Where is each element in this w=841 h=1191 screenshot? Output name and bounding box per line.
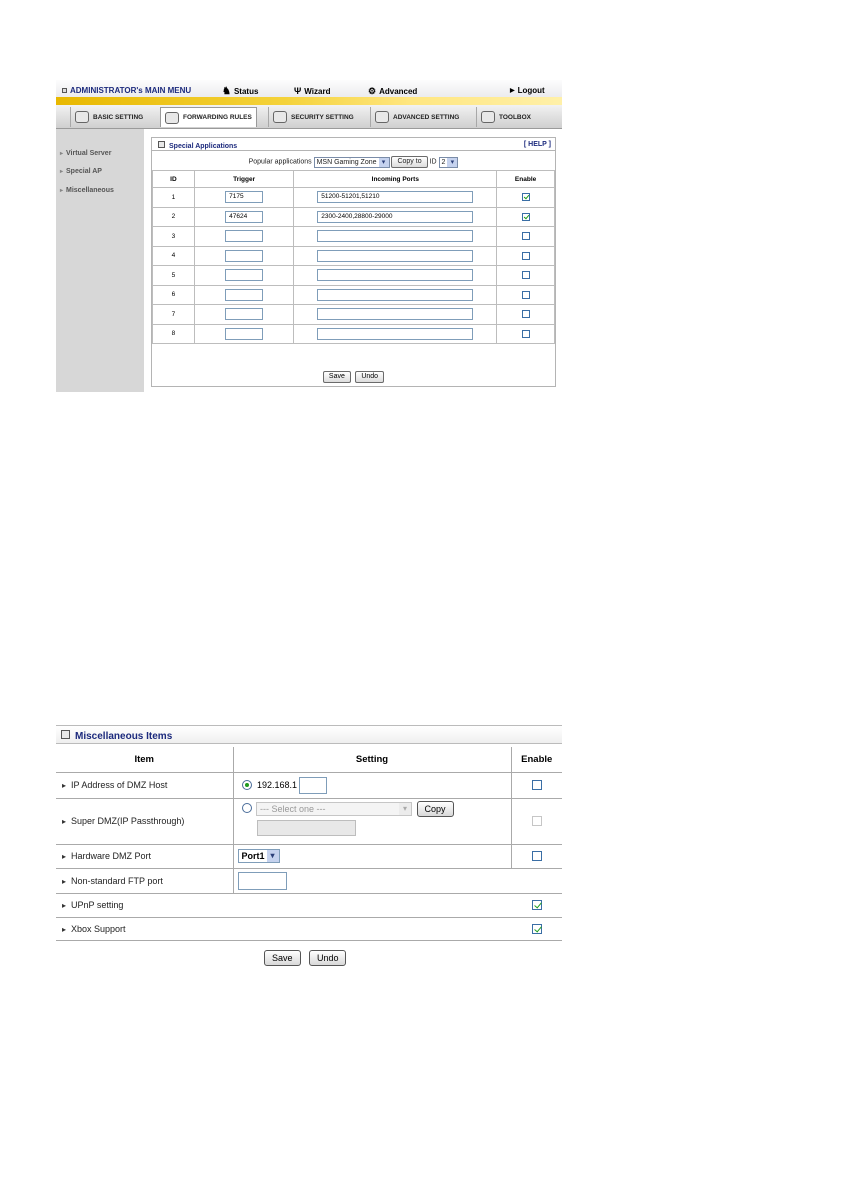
undo-button[interactable]: Undo (355, 371, 384, 383)
panel2-button-row (264, 949, 346, 967)
row-enable-cell (497, 324, 555, 344)
sidebar (56, 129, 144, 392)
row-trigger-cell (194, 207, 294, 227)
menu-logout-label: Logout (517, 86, 545, 95)
row-id: 3 (153, 227, 195, 247)
forwarding-rules-icon (165, 112, 179, 124)
row-ports-cell (294, 207, 497, 227)
miscellaneous-items-screenshot (56, 725, 562, 970)
row-enable-cell (497, 305, 555, 325)
popular-applications-label: Popular applications (248, 158, 312, 166)
popular-applications-row (152, 156, 555, 168)
super-dmz-enable-cell (511, 798, 562, 844)
col-header-id: ID (153, 171, 195, 188)
row-ports-cell (294, 285, 497, 305)
special-applications-panel (151, 137, 556, 387)
save-button[interactable]: Save (264, 950, 301, 966)
special-applications-screenshot (56, 80, 562, 392)
id-label: ID (429, 158, 437, 166)
col-header-trigger: Trigger (194, 171, 294, 188)
trigger-input[interactable] (225, 328, 263, 340)
trigger-input[interactable]: 7175 (225, 191, 263, 203)
misc-panel-header (56, 725, 562, 744)
hardware-dmz-enable-checkbox[interactable] (532, 851, 542, 861)
dmz-ip-last-octet-input[interactable] (299, 777, 327, 794)
tab-forwarding-rules[interactable] (160, 107, 257, 127)
hardware-dmz-enable-cell (511, 844, 562, 868)
row-enable-cell (497, 188, 555, 208)
tab-security-setting[interactable] (268, 107, 358, 127)
table-row (153, 266, 555, 286)
table-row-dmz-host (56, 772, 562, 798)
row-enable-cell (497, 227, 555, 247)
panel1-button-row (152, 365, 555, 383)
table-row (153, 207, 555, 227)
sidebar-item-virtual-server[interactable]: ▸ Virtual Server (60, 150, 111, 157)
super-dmz-select[interactable]: --- Select one --- ▾ (256, 802, 412, 816)
status-icon: ♞ (222, 86, 231, 97)
panel-header (152, 138, 555, 151)
row-id: 6 (153, 285, 195, 305)
menu-advanced[interactable] (368, 86, 417, 97)
super-dmz-enable-checkbox[interactable] (532, 816, 542, 826)
special-applications-table (152, 170, 555, 344)
row-ports-cell (294, 266, 497, 286)
advanced-icon: ⚙ (368, 86, 377, 96)
incoming-ports-input[interactable] (317, 269, 473, 281)
tab-toolbox-label: TOOLBOX (499, 113, 532, 121)
table-row (153, 188, 555, 208)
col-header-setting: Setting (233, 747, 511, 772)
table-row-xbox (56, 917, 562, 940)
col-header-enable: Enable (511, 747, 562, 772)
menu-wizard[interactable] (294, 86, 330, 96)
menu-advanced-label: Advanced (379, 87, 418, 96)
trigger-input[interactable] (225, 269, 263, 281)
row-trigger-cell (194, 285, 294, 305)
trigger-input[interactable] (225, 250, 263, 262)
upnp-enable-cell (511, 893, 562, 917)
menu-logout[interactable] (510, 86, 545, 95)
table-row (153, 285, 555, 305)
dmz-host-label: ▸ IP Address of DMZ Host (56, 772, 233, 798)
id-select[interactable]: 2 ▾ (439, 157, 459, 168)
ftp-port-setting (233, 868, 511, 893)
enable-checkbox[interactable] (522, 271, 530, 279)
ftp-port-label: ▸ Non-standard FTP port (56, 868, 233, 893)
table-row (153, 324, 555, 344)
copy-to-button[interactable]: Copy to (391, 156, 427, 168)
hardware-dmz-setting (233, 844, 511, 868)
save-button[interactable]: Save (323, 371, 351, 383)
row-id: 2 (153, 207, 195, 227)
wizard-icon: Ψ (294, 86, 302, 96)
xbox-enable-cell (511, 917, 562, 940)
incoming-ports-input[interactable] (317, 289, 473, 301)
row-enable-cell (497, 285, 555, 305)
dmz-host-enable-cell (511, 772, 562, 798)
gold-divider (56, 97, 562, 105)
super-dmz-mac-input[interactable] (257, 820, 356, 836)
advanced-setting-icon (375, 111, 389, 123)
tab-forwarding-rules-label: FORWARDING RULES (183, 114, 252, 121)
help-link[interactable]: [ HELP ] (523, 141, 551, 148)
row-ports-cell (294, 305, 497, 325)
row-ports-cell (294, 227, 497, 247)
special-applications-rows (153, 188, 555, 344)
enable-checkbox[interactable] (522, 330, 530, 338)
incoming-ports-input[interactable] (317, 230, 473, 242)
trigger-input[interactable] (225, 230, 263, 242)
main-tab-bar (56, 105, 562, 129)
incoming-ports-input[interactable] (317, 250, 473, 262)
row-trigger-cell (194, 246, 294, 266)
table-header-row (56, 747, 562, 772)
row-id: 1 (153, 188, 195, 208)
table-row-ftp-port (56, 868, 562, 893)
enable-checkbox[interactable] (522, 232, 530, 240)
row-enable-cell (497, 246, 555, 266)
col-header-item: Item (56, 747, 233, 772)
super-dmz-copy-button[interactable]: Copy (417, 801, 454, 817)
col-header-incoming-ports: Incoming Ports (294, 171, 497, 188)
table-row-upnp (56, 893, 562, 917)
logout-arrow-icon: ▶ (510, 88, 515, 94)
hardware-dmz-port-select[interactable]: Port1 ▾ (238, 849, 280, 863)
miscellaneous-items-table (56, 747, 562, 941)
hardware-dmz-label: ▸ Hardware DMZ Port (56, 844, 233, 868)
incoming-ports-input[interactable]: 2300-2400,28800-29000 (317, 211, 473, 223)
enable-checkbox[interactable] (522, 291, 530, 299)
tab-basic-setting-label: BASIC SETTING (93, 113, 144, 121)
row-id: 8 (153, 324, 195, 344)
dmz-host-enable-checkbox[interactable] (532, 780, 542, 790)
tab-advanced-setting[interactable] (370, 107, 463, 127)
xbox-label: ▸ Xbox Support (56, 917, 511, 940)
menu-status[interactable] (222, 86, 258, 97)
panel-title: Special Applications (158, 141, 237, 150)
table-row (153, 246, 555, 266)
row-enable-cell (497, 207, 555, 227)
row-id: 4 (153, 246, 195, 266)
incoming-ports-input[interactable] (317, 328, 473, 340)
menu-square-icon (62, 88, 67, 93)
menu-wizard-label: Wizard (304, 86, 331, 96)
admin-main-menu[interactable] (62, 86, 191, 95)
dmz-host-radio[interactable] (242, 780, 252, 790)
popular-applications-select[interactable]: MSN Gaming Zone ▾ (314, 157, 390, 168)
row-id: 5 (153, 266, 195, 286)
row-trigger-cell (194, 324, 294, 344)
upnp-enable-checkbox[interactable] (532, 900, 542, 910)
table-header-row (153, 171, 555, 188)
trigger-input[interactable]: 47624 (225, 211, 263, 223)
row-ports-cell (294, 188, 497, 208)
basic-setting-icon (75, 111, 89, 123)
row-trigger-cell (194, 266, 294, 286)
row-trigger-cell (194, 227, 294, 247)
tab-advanced-setting-label: ADVANCED SETTING (393, 113, 460, 121)
table-row-hardware-dmz (56, 844, 562, 868)
super-dmz-label: ▸ Super DMZ(IP Passthrough) (56, 798, 233, 844)
table-row (153, 227, 555, 247)
incoming-ports-input[interactable] (317, 308, 473, 320)
trigger-input[interactable] (225, 308, 263, 320)
super-dmz-setting (233, 798, 511, 844)
enable-checkbox[interactable] (522, 193, 530, 201)
undo-button[interactable]: Undo (309, 950, 347, 966)
xbox-enable-checkbox[interactable] (532, 924, 542, 934)
row-ports-cell (294, 246, 497, 266)
dmz-host-setting (233, 772, 511, 798)
dmz-ip-prefix: 192.168.1 (257, 780, 298, 790)
ftp-port-input[interactable] (238, 872, 287, 890)
tab-basic-setting[interactable] (70, 107, 147, 127)
enable-checkbox[interactable] (522, 213, 530, 221)
trigger-input[interactable] (225, 289, 263, 301)
table-row-super-dmz (56, 798, 562, 844)
menu-status-label: Status (233, 87, 259, 96)
row-trigger-cell (194, 305, 294, 325)
admin-main-menu-label: ADMINISTRATOR's MAIN MENU (70, 86, 192, 95)
toolbox-icon (481, 111, 495, 123)
row-trigger-cell (194, 188, 294, 208)
tab-toolbox[interactable] (476, 107, 535, 127)
security-setting-icon (273, 111, 287, 123)
row-ports-cell (294, 324, 497, 344)
upnp-label: ▸ UPnP setting (56, 893, 511, 917)
super-dmz-radio[interactable] (242, 803, 252, 813)
enable-checkbox[interactable] (522, 252, 530, 260)
enable-checkbox[interactable] (522, 310, 530, 318)
sidebar-item-special-ap[interactable]: ▸ Special AP (60, 168, 102, 175)
misc-panel-title: Miscellaneous Items (61, 730, 172, 742)
row-id: 7 (153, 305, 195, 325)
ftp-port-enable-cell (511, 868, 562, 893)
sidebar-item-miscellaneous[interactable]: ▸ Miscellaneous (60, 187, 114, 194)
row-enable-cell (497, 266, 555, 286)
incoming-ports-input[interactable]: 51200-51201,51210 (317, 191, 473, 203)
table-row (153, 305, 555, 325)
col-header-enable: Enable (497, 171, 555, 188)
tab-security-setting-label: SECURITY SETTING (291, 113, 354, 121)
